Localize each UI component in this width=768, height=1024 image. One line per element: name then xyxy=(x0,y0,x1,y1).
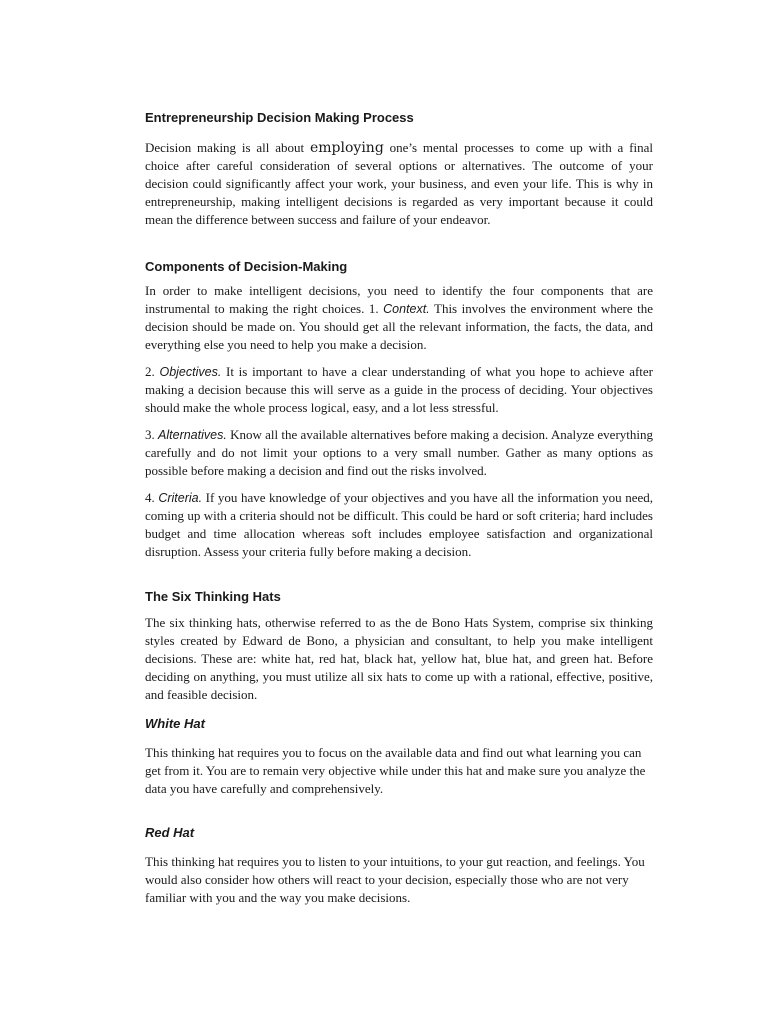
document-body xyxy=(145,110,653,907)
component-alternatives-paragraph xyxy=(145,426,653,480)
component-alternatives-term: Alternatives. xyxy=(158,428,227,442)
component-context-text: This involves the environment where the decision should be made on. You should get all the relevant information, the facts, the data, and everything else you need to help you make a decision. xyxy=(145,301,653,352)
component-criteria-paragraph xyxy=(145,489,653,561)
component-criteria-term: Criteria. xyxy=(158,491,203,505)
component-context-term: Context. xyxy=(383,302,430,316)
six-hats-heading: The Six Thinking Hats xyxy=(145,589,281,604)
component-context-intro: In order to make intelligent decisions, you need to identify the four components that are instrumental to making the right choices. 1. xyxy=(145,283,653,316)
component-objectives-text: It is important to have a clear understanding of what you hope to achieve after making a decision because this will serve as a guide in the process of deciding. Your objectives should make the whole process logical, easy, and a lot less stressful. xyxy=(145,364,654,415)
component-context-paragraph xyxy=(145,282,653,354)
white-hat-heading: White Hat xyxy=(145,716,205,731)
component-alternatives-text: Know all the available alternatives before making a decision. Analyze everything carefully and do not limit your options to a very small number. Gather as many options as possible before making a decision and find out the risks involved. xyxy=(145,427,654,478)
red-hat-paragraph: This thinking hat requires you to listen to your intuitions, to your gut reaction, and feelings. You would also consider how others will react to your decision, especially those who are not very familiar with you and the way you make decisions. xyxy=(145,854,645,905)
white-hat-paragraph: This thinking hat requires you to focus on the available data and find out what learning you can get from it. You are to remain very objective while under this hat and make sure you analyze the data you have carefully and comprehensively. xyxy=(145,745,646,796)
intro-text-start: Decision making is all about xyxy=(145,140,310,155)
component-alternatives-number: 3. xyxy=(145,427,159,442)
six-hats-intro-paragraph: The six thinking hats, otherwise referred to as the de Bono Hats System, comprise six thinking styles created by Edward de Bono, a physician and consultant, to help you make intelligent decisions. These are: white hat, red hat, black hat, yellow hat, blue hat, and green hat. Before deciding on anything, you must utilize all six hats to come up with a rational, effective, positive, and feasible decision. xyxy=(145,615,653,702)
intro-text-end: one’s mental processes to come up with a final choice after careful consideration of several options or alternatives. The outcome of your decision could significantly affect your work, your business, and even your life. This is why in entrepreneurship, making intelligent decisions is regarded as very important because it could mean the difference between success and failure of your endeavor. xyxy=(145,140,653,227)
component-objectives-number: 2. xyxy=(145,364,160,379)
red-hat-heading: Red Hat xyxy=(145,825,195,840)
component-criteria-text: If you have knowledge of your objectives and you have all the information you need, coming up with a criteria should not be difficult. This could be hard or soft criteria; hard includes budget and time allocation whereas soft includes employee satisfaction and organizational disruption. Assess your criteria fully before making a decision. xyxy=(145,490,654,559)
component-objectives-paragraph xyxy=(145,363,653,417)
component-criteria-number: 4. xyxy=(145,490,159,505)
components-heading: Components of Decision-Making xyxy=(145,259,348,274)
intro-paragraph xyxy=(145,139,653,229)
document-title: Entrepreneurship Decision Making Process xyxy=(145,110,414,125)
intro-emphasis-word: employing xyxy=(309,140,384,156)
component-objectives-term: Objectives. xyxy=(159,365,222,379)
